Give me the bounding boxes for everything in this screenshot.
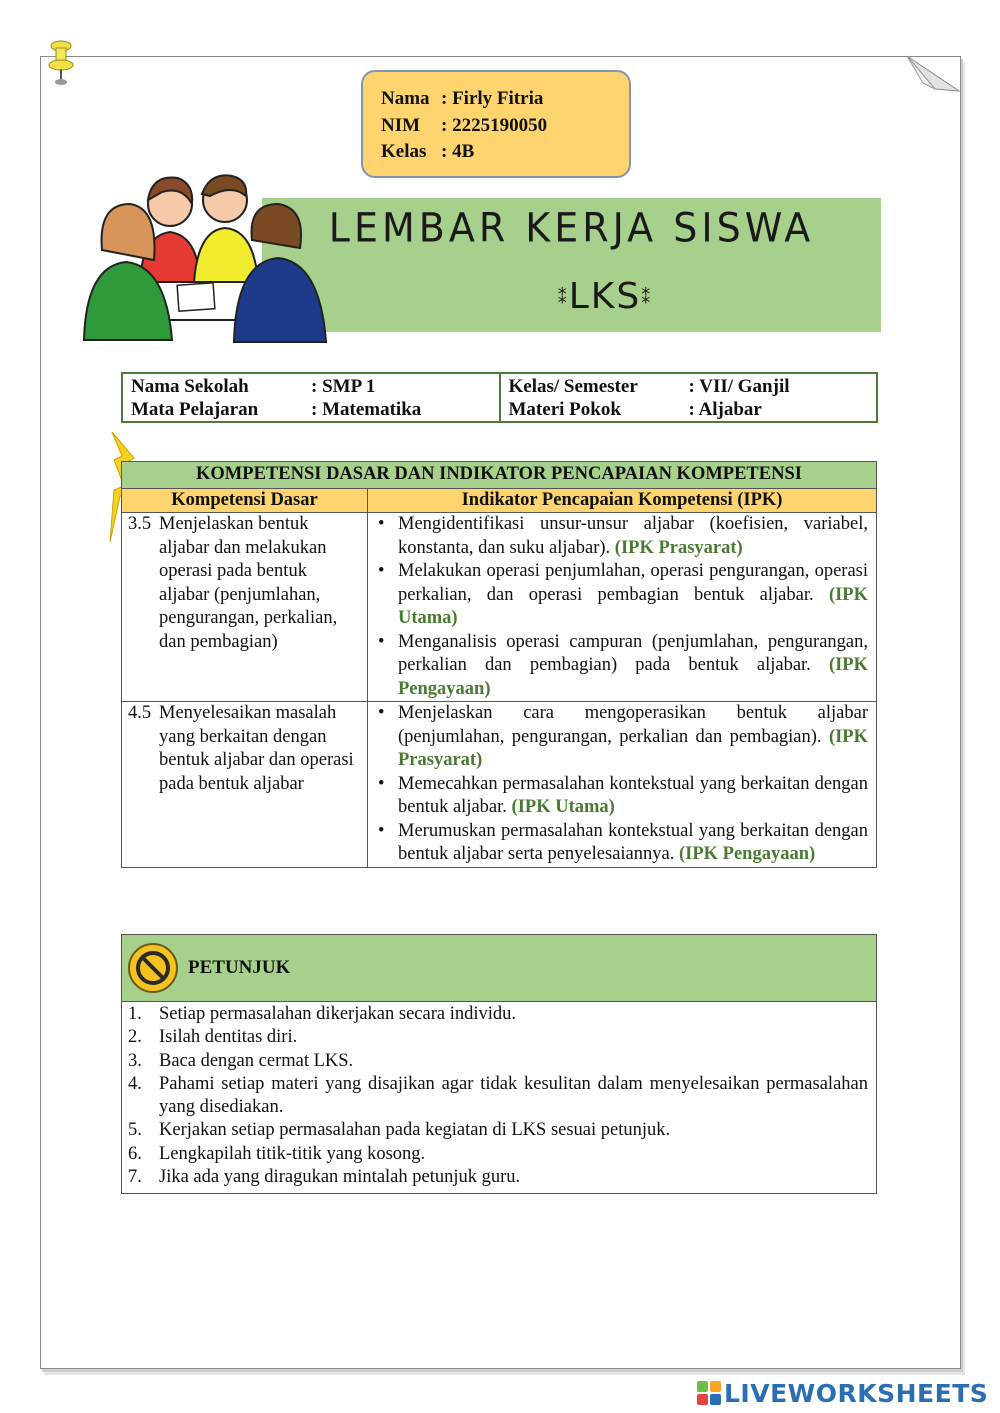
ipk-tag: (IPK Prasyarat): [398, 726, 868, 770]
class-value: : 4B: [441, 141, 475, 162]
nim-label: NIM: [381, 114, 421, 136]
school-info-left: [123, 374, 499, 421]
topic-label: Materi Pokok: [508, 399, 621, 420]
kd-column-header: Kompetensi Dasar: [122, 488, 368, 513]
ipk-column-header: Indikator Pencapaian Kompetensi (IPK): [368, 488, 877, 513]
class-semester-label: Kelas/ Semester: [508, 376, 638, 397]
school-name-value: : SMP 1: [311, 376, 376, 397]
list-item: 7. Jika ada yang diragukan mintalah petunjuk guru.: [128, 1167, 521, 1188]
worksheet-subtitle: ⁑LKS⁑: [557, 276, 653, 317]
instructions-header: [122, 935, 876, 1002]
student-identity-card: [361, 70, 631, 178]
ipk-tag: (IPK Prasyarat): [614, 537, 743, 558]
page-curl-corner: [905, 53, 961, 93]
ipk-tag: (IPK Utama): [511, 797, 615, 817]
school-info-right: [499, 374, 877, 421]
name-value: : Firly Fitria: [441, 88, 544, 109]
name-label: Nama: [381, 88, 430, 109]
instructions-list: [122, 1002, 876, 1189]
list-item: 2. Isilah dentitas diri.: [128, 1027, 298, 1048]
class-label: Kelas: [381, 141, 427, 162]
class-semester-value: : VII/ Ganjil: [688, 376, 790, 397]
list-item: [372, 773, 868, 820]
list-item: 3. Baca dengan cermat LKS.: [128, 1050, 354, 1071]
table-row: [122, 513, 877, 702]
topic-value: : Aljabar: [688, 399, 762, 420]
subject-value: : Matematika: [311, 399, 422, 420]
indicator-text: Menganalisis operasi campuran (penjumlahan, pengurangan, perkalian dan pembagian) pada bentuk aljabar.: [398, 631, 868, 675]
prohibited-icon: [127, 942, 179, 994]
list-item: 6. Lengkapilah titik-titik yang kosong.: [128, 1143, 426, 1164]
subject-label: Mata Pelajaran: [131, 399, 259, 420]
logo-text: LIVEWORKSHEETS: [724, 1378, 989, 1408]
liveworksheets-logo[interactable]: [697, 1378, 988, 1408]
list-item: [372, 513, 868, 560]
list-item: [372, 702, 868, 773]
subtitle-text: LKS: [568, 276, 642, 317]
indicator-text: Menjelaskan cara mengoperasikan bentuk aljabar (penjumlahan, pengurangan, perkalian dan pembagian).: [398, 703, 868, 747]
pushpin-icon: [46, 38, 76, 88]
school-name-label: Nama Sekolah: [131, 376, 249, 397]
indicator-text: Mengidentifikasi unsur-unsur aljabar (koefisien, variabel, konstanta, dan suku aljabar).: [398, 514, 868, 558]
students-group-illustration: [82, 170, 332, 350]
indicator-text: Melakukan operasi penjumlahan, operasi pengurangan, operasi perkalian, dan operasi pembagian bentuk aljabar.: [398, 561, 868, 605]
competency-table: [121, 461, 877, 868]
kd-number: 3.5: [128, 514, 152, 534]
indicator-text: Merumuskan permasalahan kontekstual yang berkaitan dengan bentuk aljabar serta penyelesaiannya.: [398, 820, 868, 864]
ipk-tag: (IPK Pengayaan): [398, 655, 868, 699]
ipk-tag: (IPK Pengayaan): [678, 844, 816, 864]
list-item: 4. Pahami setiap materi yang disajikan agar tidak kesulitan dalam menyelesaikan permasalahan yang disediakan.: [128, 1073, 868, 1118]
list-item: [372, 631, 868, 702]
instructions-title: PETUNJUK: [188, 957, 291, 978]
table-row: [122, 702, 877, 868]
ipk-tag: (IPK Utama): [398, 584, 868, 628]
list-item: [372, 820, 868, 867]
list-item: 5. Kerjakan setiap permasalahan pada kegiatan di LKS sesuai petunjuk.: [128, 1120, 671, 1141]
kd-text: Menyelesaikan masalah yang berkaitan dengan bentuk aljabar dan operasi pada bentuk aljabar: [159, 703, 354, 794]
nim-value: : 2225190050: [441, 114, 548, 136]
kd-text: Menjelaskan bentuk aljabar dan melakukan operasi pada bentuk aljabar (penjumlahan, pengurangan, perkalian, dan pembagian): [159, 514, 338, 652]
competency-heading: KOMPETENSI DASAR DAN INDIKATOR PENCAPAIAN KOMPETENSI: [122, 462, 877, 489]
list-item: 1. Setiap permasalahan dikerjakan secara individu.: [128, 1004, 517, 1024]
list-item: [372, 560, 868, 631]
logo-blocks-icon: [697, 1381, 721, 1405]
kd-number: 4.5: [128, 703, 152, 723]
indicator-text: Memecahkan permasalahan kontekstual yang berkaitan dengan bentuk aljabar.: [398, 773, 868, 817]
school-info-box: [121, 372, 878, 423]
instructions-box: [121, 934, 877, 1194]
worksheet-title: LEMBAR KERJA SISWA: [328, 204, 815, 252]
